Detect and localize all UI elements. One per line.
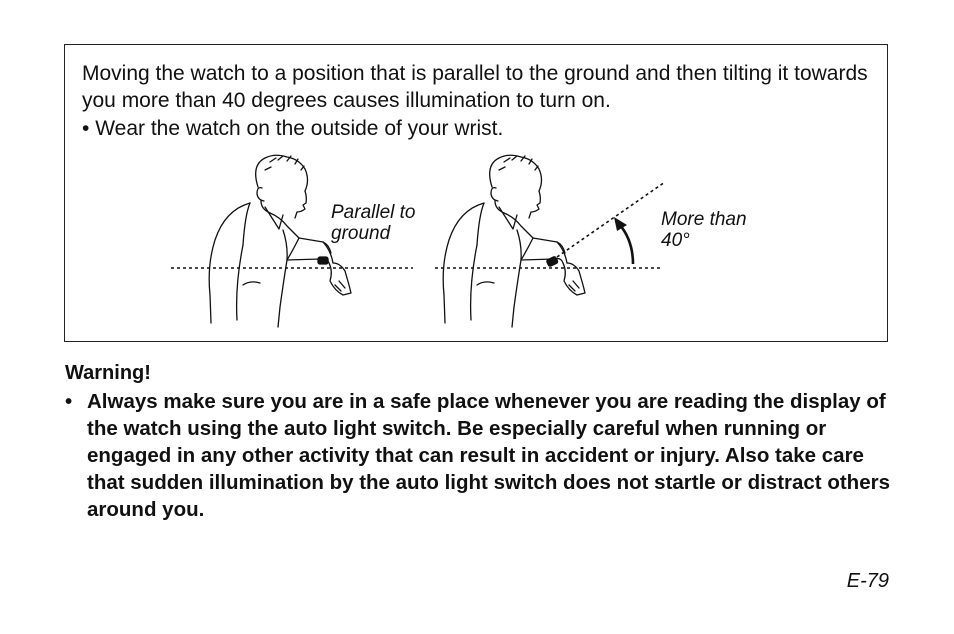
warning-text: Always make sure you are in a safe place whenever you are reading the display of the watch using the auto light switch. Be especially careful when running or engaged in any other activity that can result in accident or injury. Also take care that sudden illumination by the auto light switch does not startle or distract others around you. — [87, 390, 890, 521]
label-more-than-40: More than 40° — [661, 209, 747, 251]
label-parallel-to-ground: Parallel to ground — [331, 202, 416, 244]
angle-arrow — [614, 217, 633, 264]
bullet-text: Wear the watch on the outside of your wrist. — [95, 117, 504, 140]
auto-light-illustration — [65, 45, 889, 343]
person-figure-tilted — [443, 155, 585, 327]
tilt-line — [557, 182, 665, 257]
watch-icon — [546, 256, 558, 267]
illustration-box — [64, 44, 888, 342]
warning-bullet: • — [65, 390, 73, 413]
warning-heading: Warning! — [65, 362, 151, 384]
bullet-dot: • — [82, 117, 90, 140]
person-figure-parallel — [209, 155, 351, 327]
warning-item — [65, 388, 895, 523]
watch-icon — [318, 257, 328, 264]
page-number: E-79 — [846, 570, 889, 592]
instruction-text: Moving the watch to a position that is parallel to the ground and then tilting it towards you more than 40 degrees causes illumination to turn on. — [82, 62, 868, 112]
